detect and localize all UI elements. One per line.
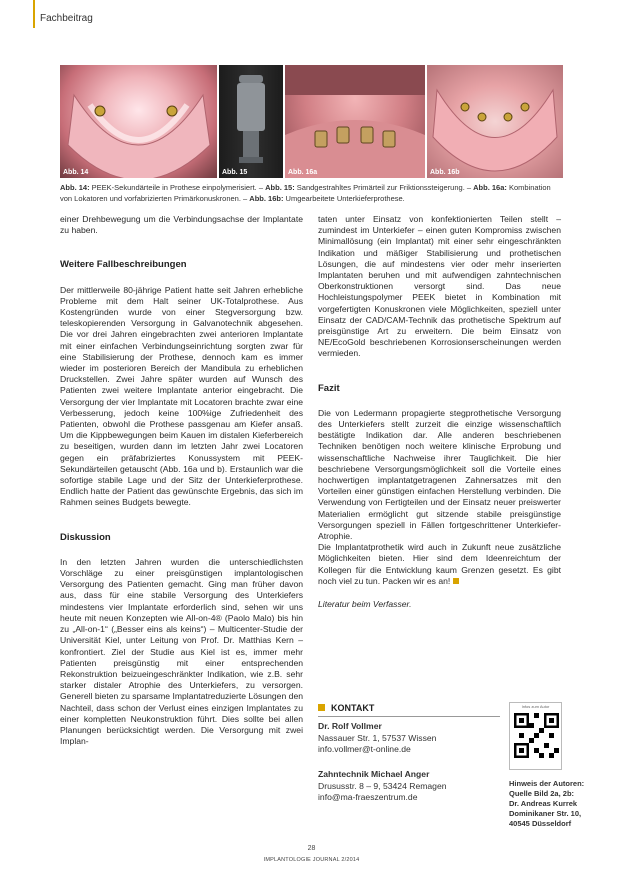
end-mark-icon [453, 578, 459, 584]
right-column [318, 214, 561, 610]
paragraph: Die von Ledermann propagierte stegprothetische Versorgung des Unterkiefers stellt zurzeit die einzige wissenschaftlich bestätigte Indikation dar. Alle anderen beschriebenen Techniken benötigen noch weitere klinische Erprobung und wissenschaftliche Nachweise ihrer Tauglichkeit. Die hier beschriebene Versorgungsmöglichkeit soll die Vorteile eines hochwertigen implantatgetragenen Zahnersatzes mit den Vorteilen einer günstigen einfachen Herstellung verbinden. Die Verwendung von Fertigteilen und der Einsatz neuer preiswerter Materialien ermöglicht gut sitzende stabile preisgünstige Versorgungen speziell in Fällen fortgeschrittener Unterkiefer-Atrophie. [318, 407, 561, 542]
contact-name: Dr. Rolf Vollmer [318, 721, 382, 731]
paragraph: Der mittlerweile 80-jährige Patient hatte seit Jahren erhebliche Probleme mit dem Halt seiner UK-Totalprothese. Aus Kostengründen wurde von einer Stegversorgung bzw. teleskopierenden Versorgung in Galvanotechnik abgesehen. Die vor drei Jahren eingebrachten zwei anterioren Implantate mit einer einfachen Verbindungseinrichtung sorgten zwar für eine Stabilisierung der Prothese, dennoch kam es immer wieder im posterioren Bereich der Mandibula zu erheblichen Druckstellen. Zwei Jahre später wurden auf Wunsch des Patienten zwei weitere Implantate anterior eingebracht. Die Versorgung der vier Implantate mit Locatoren brachte zwar eine Verbesserung, jedoch keine 100%ige Zufriedenheit des Patienten, obwohl die Prothese passgenau am Kiefer ansaß. Um die Kippbewegungen beim Kauen im distalen Kieferbereich zu beseitigen, wurden dann im letzten Jahr zwei Locatoren gegen ein präfabriziertes Konussystem mit PEEK-Sekundärteilen getauscht (Abb. 16a und b). Erstaunlich war die sofortige stabile Lage und der Sitz der Unterkieferprothese. Endlich hatte der Patient das gewünschte Ergebnis, das sich im Rahmen seines Budgets bewegte. [60, 284, 303, 508]
figure-abb-16b [427, 65, 563, 178]
paragraph: In den letzten Jahren wurden die unterschiedlichsten Vorschläge zu einer preisgünstigen implantologischen Versorgung des Patienten gemacht. Ging man früher davon aus, dass für eine stabile Versorgung des Unterkiefers mindestens vier Implantate erforderlich sind, sehen wir uns heute mit neuen Konzepten wie All-on-4® (Paolo Malo) bis hin zu „All-on-1“ („Besser eins als keins“) – Multicenter-Studie der Universität Kiel, unter Leitung von Prof. Dr. Matthias Kern – konfrontiert. Ziel der Studie aus Kiel ist es, immer mehr Patienten preisgünstig mit einer entsprechenden Rekonstruktion beizueingeschränkter Indikation, wie z.B. sehr starker distaler Atrophie des Unterkiefers, zu versorgen. Generell bieten zu sparsame Implantatreduzierte Lösungen den Nachteil, dass schon der Verlust eines einzigen Implantates zu einer kompletten Neukonstruktion führt. Dies sollte bei allen Planungen berücksichtigt werden. Die Versorgung mit zwei Implan- [60, 556, 303, 747]
section-heading: Diskussion [60, 531, 111, 543]
divider [318, 716, 500, 717]
figure-label: Abb. 16a [288, 169, 318, 176]
left-column [60, 214, 303, 747]
header-accent-bar [33, 0, 35, 28]
denture-photo-icon [60, 65, 217, 178]
journal-title: IMPLANTOLOGIE JOURNAL 2/2014 [263, 857, 360, 863]
contact-email[interactable]: info.vollmer@t-online.de [318, 744, 411, 754]
figure-label: Abb. 15 [222, 169, 248, 176]
figure-abb-14 [60, 65, 217, 178]
contact-email[interactable]: info@ma-fraeszentrum.de [318, 792, 418, 802]
figure-abb-15 [219, 65, 283, 178]
section-heading: Weitere Fallbeschreibungen [60, 259, 187, 271]
contact-address: Nassauer Str. 1, 57537 Wissen [318, 732, 437, 743]
literature-note: Literatur beim Verfasser. [318, 599, 412, 610]
section-label: Fachbeitrag [40, 13, 93, 24]
figure-abb-16a [285, 65, 425, 178]
paragraph: taten unter Einsatz von konfektionierten Teilen stellt – zumindest im Unterkiefer – einen guten Kompromiss zwischen Minimallösung (ein Implantat) mit einer sehr eingeschränkten Indikation und mäßiger Stabilisierung und prothetischen Lösungen, die auf mindestens vier oder mehr inserierten Implantaten beruhen und mit aufwendigen zahntechnischen Oberkonstruktionen versorgt sind. Das neue Hochleistungspolymer PEEK bietet in Kombination mit vorgefertigten Konuskronen viele Möglichkeiten, speziell unter Einsatz der CAD/CAM-Technik das prothetische Spektrum auf preisgünstige Art zu erweitern. Die beim Einsatz von NE/EcoGold beschriebenen Korrosionserscheinungen werden vermieden. [318, 214, 561, 359]
denture-photo-icon [427, 65, 563, 178]
section-heading: Fazit [318, 382, 340, 394]
paragraph: einer Drehbewegung um die Verbindungsachse der Implantate zu haben. [60, 214, 303, 236]
paragraph: Die Implantatprothetik wird auch in Zukunft neue zusätzliche Möglichkeiten bieten. Hier sind dem Ideenreichtum der Kollegen für die Entwicklung kaum Grenzen gesetzt. Es gibt noch viel zu tun. Packen wir es an! [318, 542, 561, 586]
author-note: Hinweis der Autoren: Quelle Bild 2a, 2b: Dr. Andreas Kurrek Dominikaner Str. 10, 40545 Düsseldorf [509, 779, 585, 828]
contact-person-2 [318, 769, 508, 804]
square-bullet-icon [318, 704, 325, 711]
implants-photo-icon [285, 65, 425, 178]
figure-label: Abb. 16b [430, 169, 460, 176]
figure-caption: Abb. 14: PEEK-Sekundärteile in Prothese einpolymerisiert. – Abb. 15: Sandgestrahltes Primärteil zur Friktionssteigerung. – Abb. 16a: Kombination von Lokatoren und vorfabrizierten Primärkonuskronen. – Abb. 16b: Umgearbeitete Unterkieferprothese. [60, 183, 551, 203]
contact-person-1 [318, 721, 508, 756]
page-number: 28 [307, 845, 316, 852]
contact-name: Zahntechnik Michael Anger [318, 769, 430, 779]
contact-address: Drususstr. 8 – 9, 53424 Remagen [318, 780, 447, 791]
figure-label: Abb. 14 [63, 169, 89, 176]
abutment-photo-icon [219, 65, 283, 178]
qr-code-icon [514, 713, 559, 758]
qr-code[interactable]: Infos zum Autor [509, 702, 562, 770]
contact-heading: KONTAKT [318, 703, 488, 713]
